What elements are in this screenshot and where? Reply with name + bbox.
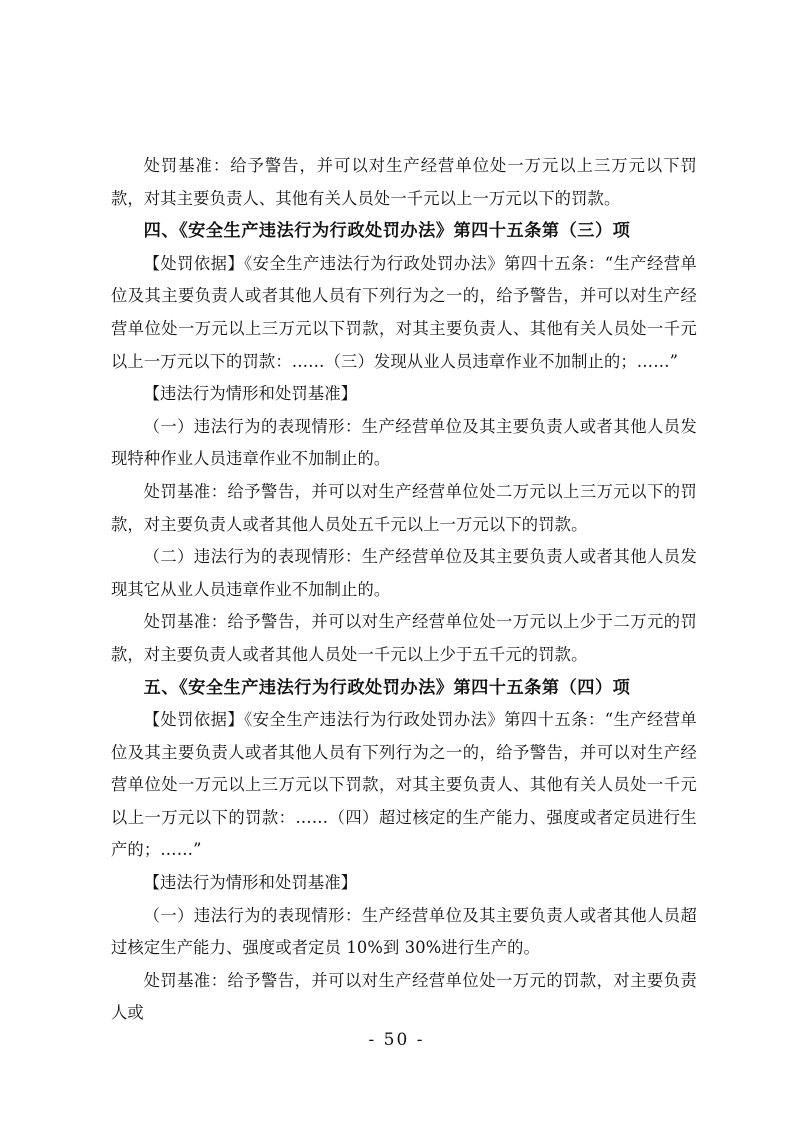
paragraph-situation-1: （一）违法行为的表现情形：生产经营单位及其主要负责人或者其他人员发现特种作业人员违章作业不加制止的。 xyxy=(111,416,697,469)
document-body xyxy=(111,150,697,1030)
paragraph-penalty-standard: 处罚基准：给予警告，并可以对生产经营单位处一万元的罚款，对主要负责人或 xyxy=(111,970,697,1023)
paragraph-penalty-basis: 【处罚依据】《安全生产违法行为行政处罚办法》第四十五条：“生产经营单位及其主要负责人或者其他人员有下列行为之一的，给予警告，并可以对生产经营单位处一万元以上三万元以下罚款，对其主要负责人、其他有关人员处一千元以上一万元以下的罚款：……（三）发现从业人员违章作业不加制止的；……” xyxy=(111,253,697,371)
paragraph-penalty-standard: 处罚基准：给予警告，并可以对生产经营单位处一万元以上少于二万元的罚款，对主要负责人或者其他人员处一千元以上少于五千元的罚款。 xyxy=(111,612,697,664)
paragraph-situation-2: （二）违法行为的表现情形：生产经营单位及其主要负责人或者其他人员发现其它从业人员违章作业不加制止的。 xyxy=(111,547,697,599)
paragraph-penalty-standard: 处罚基准：给予警告，并可以对生产经营单位处二万元以上三万元以下的罚款，对主要负责人或者其他人员处五千元以上一万元以下的罚款。 xyxy=(111,481,697,534)
paragraph-situation-1: （一）违法行为的表现情形：生产经营单位及其主要负责人或者其他人员超过核定生产能力、强度或者定员 10%到 30%进行生产的。 xyxy=(111,905,697,958)
section-heading-4: 四、《安全生产违法行为行政处罚办法》第四十五条第（三）项 xyxy=(143,221,631,242)
paragraph-subheading: 【违法行为情形和处罚基准】 xyxy=(143,873,358,893)
section-heading-5: 五、《安全生产违法行为行政处罚办法》第四十五条第（四）项 xyxy=(143,677,631,698)
page-number: - 50 - xyxy=(368,1030,425,1050)
paragraph-penalty-basis: 【处罚依据】《安全生产违法行为行政处罚办法》第四十五条：“生产经营单位及其主要负责人或者其他人员有下列行为之一的，给予警告，并可以对生产经营单位处一万元以上三万元以下罚款，对其主要负责人、其他有关人员处一千元以上一万元以下的罚款：……（四）超过核定的生产能力、强度或者定员进行生产的；……” xyxy=(111,710,697,860)
paragraph-subheading: 【违法行为情形和处罚基准】 xyxy=(143,384,358,404)
paragraph-penalty-standard: 处罚基准：给予警告，并可以对生产经营单位处一万元以上三万元以下罚款，对其主要负责人、其他有关人员处一千元以上一万元以下的罚款。 xyxy=(111,156,697,208)
